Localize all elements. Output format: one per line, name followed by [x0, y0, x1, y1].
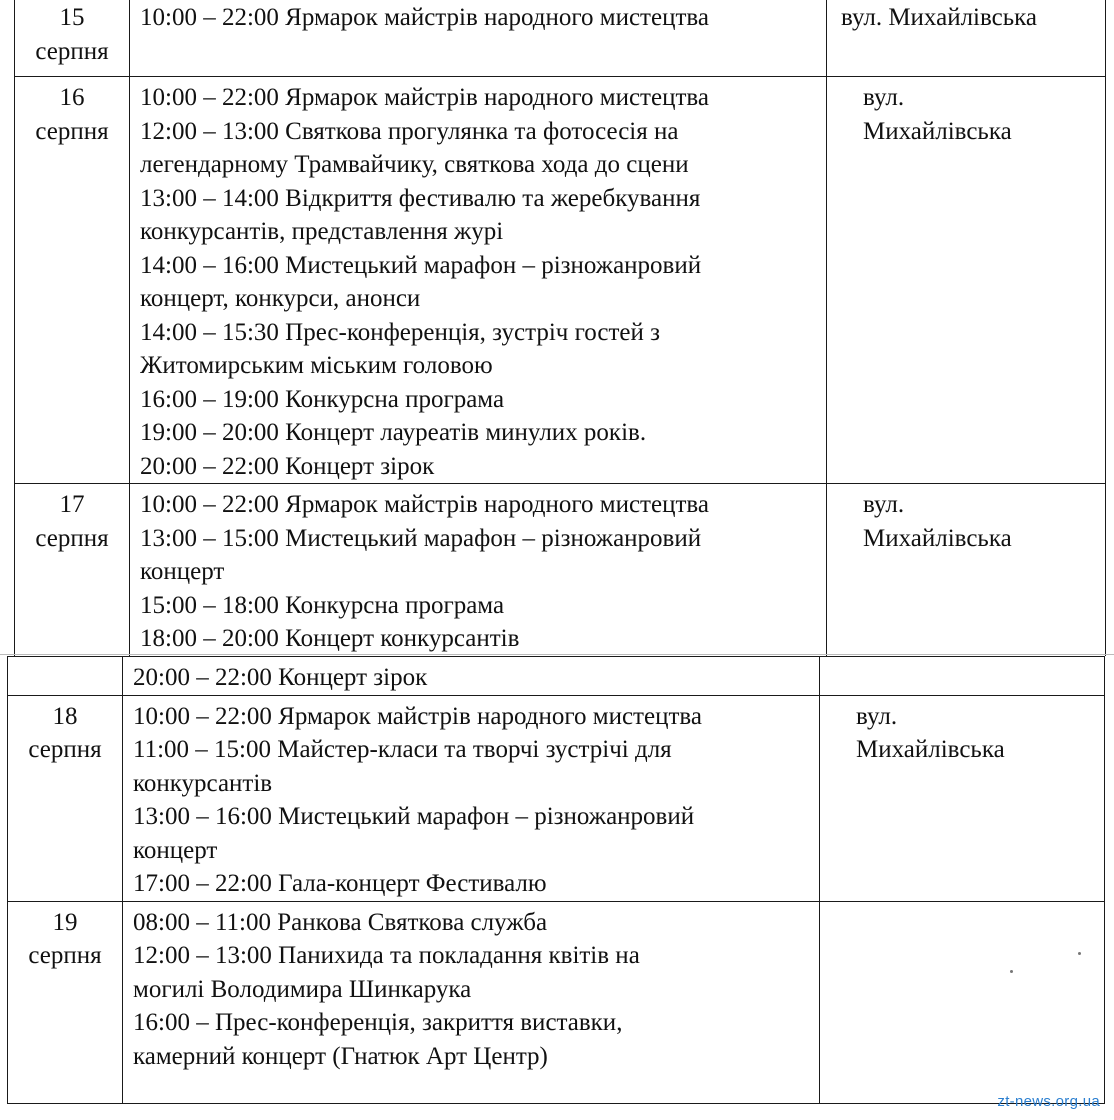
date-month: серпня [35, 117, 109, 145]
date-month: серпня [35, 524, 109, 552]
event-line: концерт [140, 558, 225, 585]
event-line: 13:00 – 14:00 Відкриття фестивалю та жеребкування [140, 184, 701, 212]
table-row-aug-16 [15, 77, 1106, 484]
event-line: 14:00 – 15:30 Прес-конференція, зустріч гостей з [140, 318, 661, 346]
date-cell [15, 0, 130, 77]
event-line: могилі Володимира Шинкарука [133, 975, 472, 1003]
event-line: конкурсантів, представлення журі [140, 218, 504, 245]
event-line: 19:00 – 20:00 Концерт лауреатів минулих років. [140, 419, 647, 446]
venue-line: вул. Михайлівська [841, 4, 1038, 31]
date-day: 17 [59, 491, 85, 518]
schedule-table-bottom [7, 656, 1105, 1104]
venue-cell [827, 77, 1106, 484]
event-line: концерт [133, 836, 218, 864]
venue-line: вул. [856, 702, 898, 730]
events-cell [123, 695, 820, 901]
date-month: серпня [35, 37, 109, 65]
table-row-aug-19 [8, 901, 1105, 1103]
event-line: 08:00 – 11:00 Ранкова Святкова служба [133, 908, 548, 936]
event-line: 12:00 – 13:00 Святкова прогулянка та фотосесія на [140, 117, 679, 145]
date-cell [8, 695, 123, 901]
event-line: камерний концерт (Гнатюк Арт Центр) [133, 1042, 548, 1070]
page-seam [0, 654, 1114, 655]
venue-line: вул. [863, 84, 905, 111]
events-cell [123, 657, 820, 696]
date-month: серпня [28, 736, 102, 763]
event-line: легендарному Трамвайчику, святкова хода до сцени [140, 151, 689, 178]
date-day: 16 [59, 84, 85, 111]
venue-cell [820, 657, 1105, 696]
event-line: 20:00 – 22:00 Концерт зірок [140, 452, 435, 480]
event-line: 10:00 – 22:00 Ярмарок майстрів народного мистецтва [140, 84, 709, 111]
venue-line: Михайлівська [863, 524, 1012, 552]
table-row-aug-17 [15, 484, 1106, 664]
table-row-aug-15 [15, 0, 1106, 77]
date-day: 18 [52, 702, 78, 730]
venue-line: Михайлівська [863, 117, 1012, 145]
event-line: 18:00 – 20:00 Концерт конкурсантів [140, 625, 520, 652]
event-line: конкурсантів [133, 769, 273, 797]
date-cell [15, 484, 130, 664]
date-day: 15 [59, 4, 85, 31]
event-line: 13:00 – 16:00 Мистецький марафон – різножанровий [133, 803, 695, 830]
venue-cell [827, 0, 1106, 77]
event-line: 14:00 – 16:00 Мистецький марафон – різножанровий [140, 251, 702, 279]
events-cell [123, 901, 820, 1103]
scan-page-bottom [0, 656, 1114, 1120]
date-day: 19 [52, 908, 78, 936]
events-cell [130, 77, 827, 484]
event-line: 15:00 – 18:00 Конкурсна програма [140, 591, 505, 619]
date-cell [15, 77, 130, 484]
scan-speck [1010, 970, 1013, 973]
event-line: 20:00 – 22:00 Концерт зірок [133, 664, 428, 691]
table-row-aug-17-continued [8, 657, 1105, 696]
events-cell [130, 484, 827, 664]
event-line: 16:00 – Прес-конференція, закриття виставки, [133, 1009, 623, 1036]
venue-cell [827, 484, 1106, 664]
event-line: концерт, конкурси, анонси [140, 285, 421, 312]
event-line: 10:00 – 22:00 Ярмарок майстрів народного мистецтва [133, 702, 702, 730]
event-line: 16:00 – 19:00 Конкурсна програма [140, 385, 505, 413]
event-line: 17:00 – 22:00 Гала-концерт Фестивалю [133, 870, 547, 897]
scan-speck [1078, 952, 1081, 955]
venue-cell [820, 695, 1105, 901]
date-month: серпня [28, 942, 102, 969]
watermark-text: zt-news.org.ua [997, 1093, 1100, 1110]
date-cell [8, 901, 123, 1103]
event-line: 10:00 – 22:00 Ярмарок майстрів народного мистецтва [140, 491, 709, 518]
events-cell [130, 0, 827, 77]
venue-cell [820, 901, 1105, 1103]
event-line: 10:00 – 22:00 Ярмарок майстрів народного мистецтва [140, 4, 709, 31]
venue-line: вул. [863, 491, 905, 518]
date-cell [8, 657, 123, 696]
schedule-table-top [14, 0, 1106, 664]
event-line: 13:00 – 15:00 Мистецький марафон – різножанровий [140, 524, 702, 552]
event-line: 11:00 – 15:00 Майстер-класи та творчі зустрічі для [133, 736, 672, 763]
event-line: 12:00 – 13:00 Панихида та покладання квітів на [133, 942, 640, 969]
event-line: Житомирським міським головою [140, 352, 493, 379]
table-row-aug-18 [8, 695, 1105, 901]
venue-line: Михайлівська [856, 736, 1005, 763]
